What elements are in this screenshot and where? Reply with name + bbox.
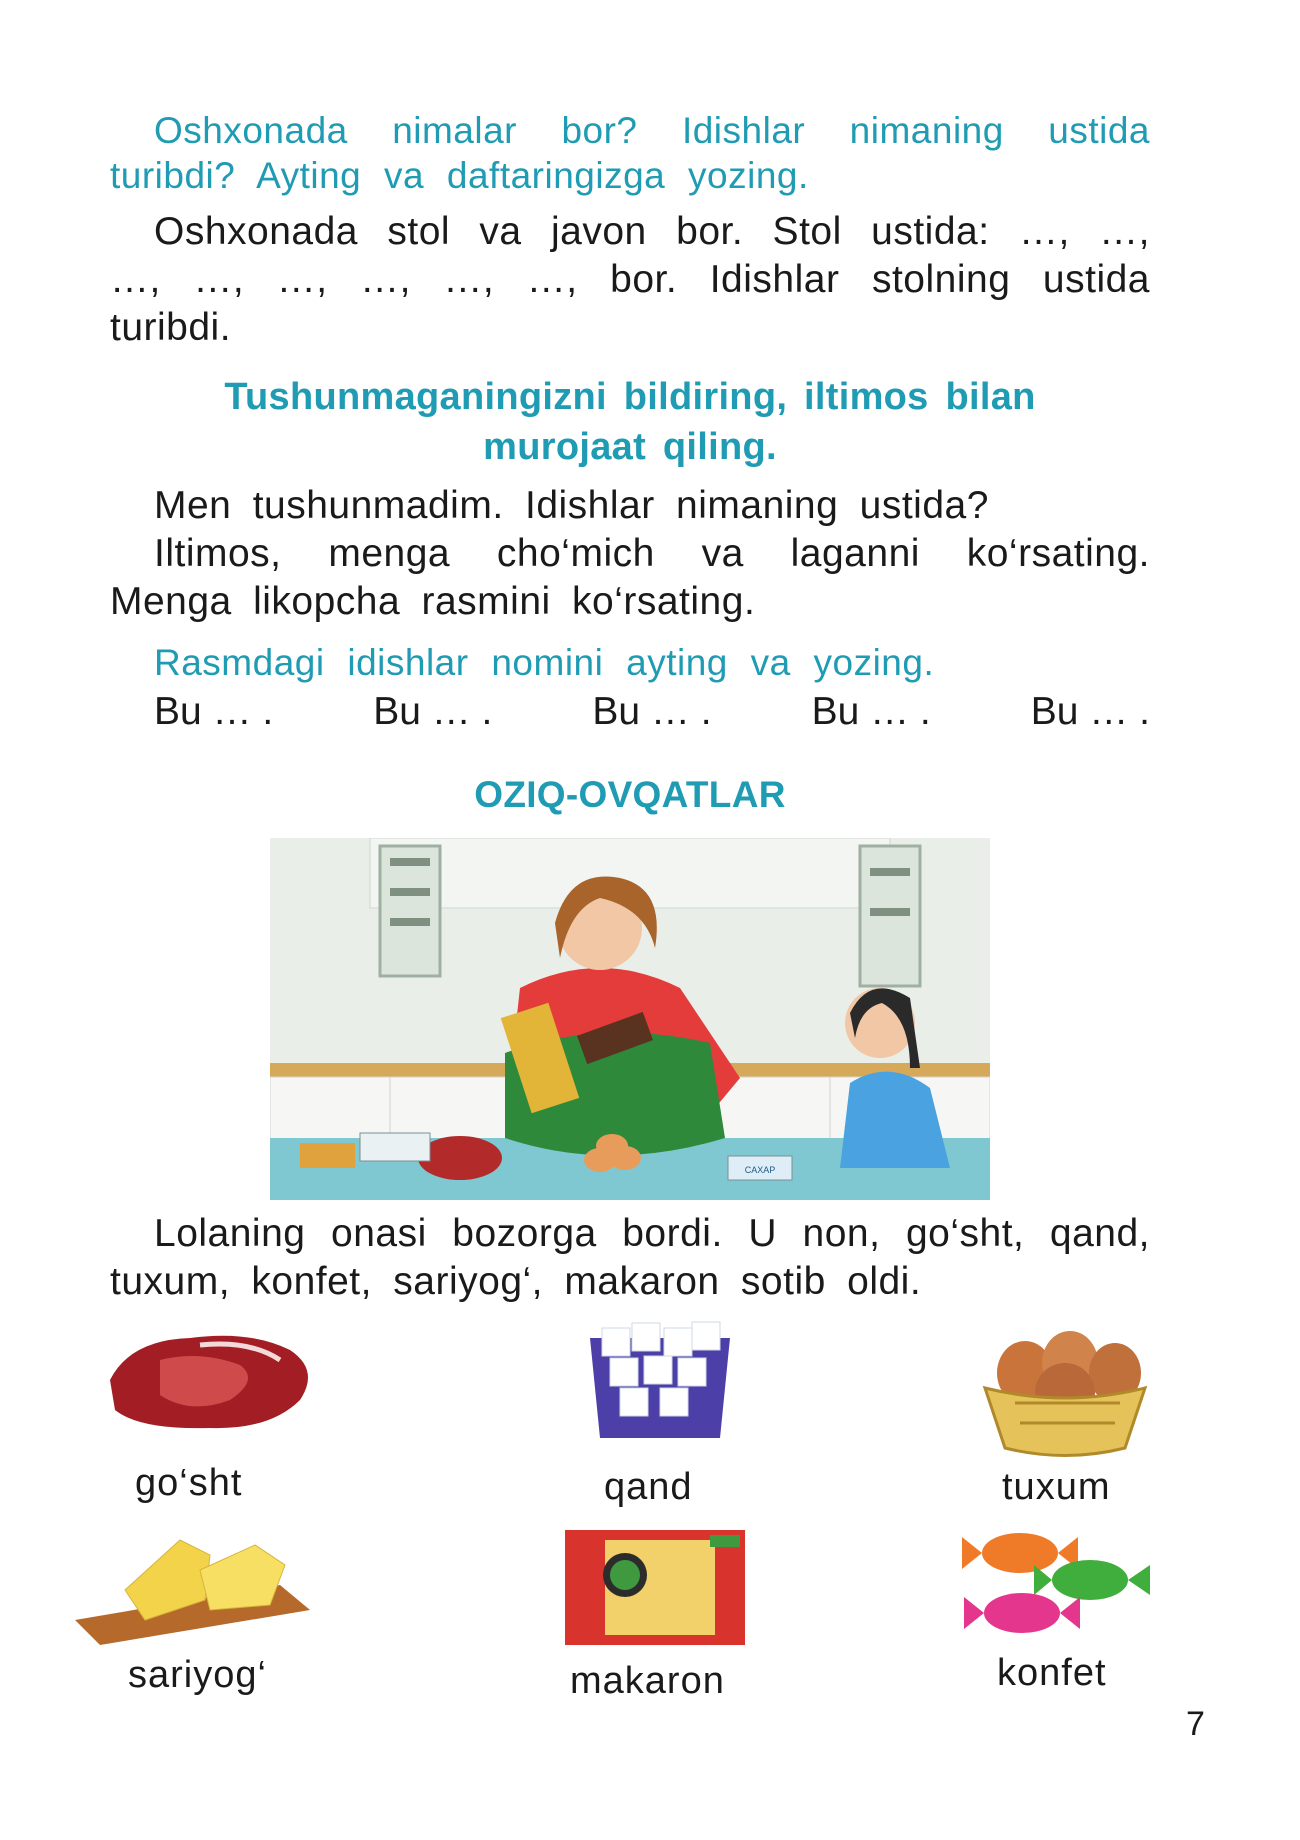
- paragraph-request: [110, 482, 1150, 626]
- section-heading: [110, 372, 1150, 472]
- paragraph-request-line-2: Iltimos, menga cho‘mich va laganni ko‘rsating. Menga likopcha rasmini ko‘rsating.: [110, 532, 1150, 623]
- section-title: [110, 770, 1150, 820]
- sugar-cubes-icon: [580, 1318, 740, 1448]
- fill-in-item: Bu … .: [1030, 690, 1150, 733]
- meat-icon: [100, 1320, 320, 1440]
- fill-in-item: Bu … .: [811, 690, 931, 733]
- paragraph-kitchen-text: Oshxonada stol va javon bor. Stol ustida: …, …, …, …, …, …, …, …, bor. Idishlar stolning ustida turibdi.: [110, 210, 1150, 349]
- task-instruction-text: Oshxonada nimalar bor? Idishlar nimaning ustida turibdi? Ayting va daftaringizga yozing.: [110, 110, 1150, 196]
- paragraph-request-line-1: Men tushunmadim. Idishlar nimaning ustida?: [154, 484, 989, 527]
- paragraph-shopping: [110, 1210, 1150, 1306]
- fill-in-line: [110, 690, 1150, 734]
- food-label-sariyog: sariyog‘: [128, 1654, 267, 1696]
- food-label-qand: qand: [604, 1466, 693, 1508]
- food-label-makaron: makaron: [570, 1660, 725, 1702]
- candies-icon: [960, 1525, 1155, 1640]
- kitchen-illustration: [270, 838, 990, 1200]
- fill-in-item: Bu … .: [373, 690, 493, 733]
- food-label-konfet: konfet: [997, 1652, 1107, 1694]
- macaroni-pack-icon: [565, 1530, 745, 1645]
- package-label: CAXAP: [744, 1165, 776, 1175]
- heading-line-1: Tushunmaganingizni bildiring, iltimos bilan: [224, 376, 1036, 418]
- food-label-goshht: go‘sht: [135, 1462, 243, 1504]
- butter-icon: [70, 1530, 320, 1650]
- fill-in-item: Bu … .: [592, 690, 712, 733]
- eggs-basket-icon: [975, 1318, 1155, 1458]
- heading-line-2: murojaat qiling.: [483, 426, 777, 468]
- task-instruction-2: [110, 640, 1150, 685]
- section-title-text: OZIQ-OVQATLAR: [474, 774, 786, 815]
- fill-in-item: Bu … .: [154, 690, 274, 733]
- paragraph-kitchen: [110, 208, 1150, 352]
- kitchen-scene-icon: [270, 838, 990, 1200]
- task-instruction-1: [110, 108, 1150, 198]
- task-instruction-2-text: Rasmdagi idishlar nomini ayting va yozing.: [154, 642, 935, 683]
- food-label-tuxum: tuxum: [1002, 1466, 1111, 1508]
- page-number: 7: [1186, 1705, 1205, 1743]
- paragraph-shopping-text: Lolaning onasi bozorga bordi. U non, go‘sht, qand, tuxum, konfet, sariyog‘, makaron sotib oldi.: [110, 1212, 1150, 1303]
